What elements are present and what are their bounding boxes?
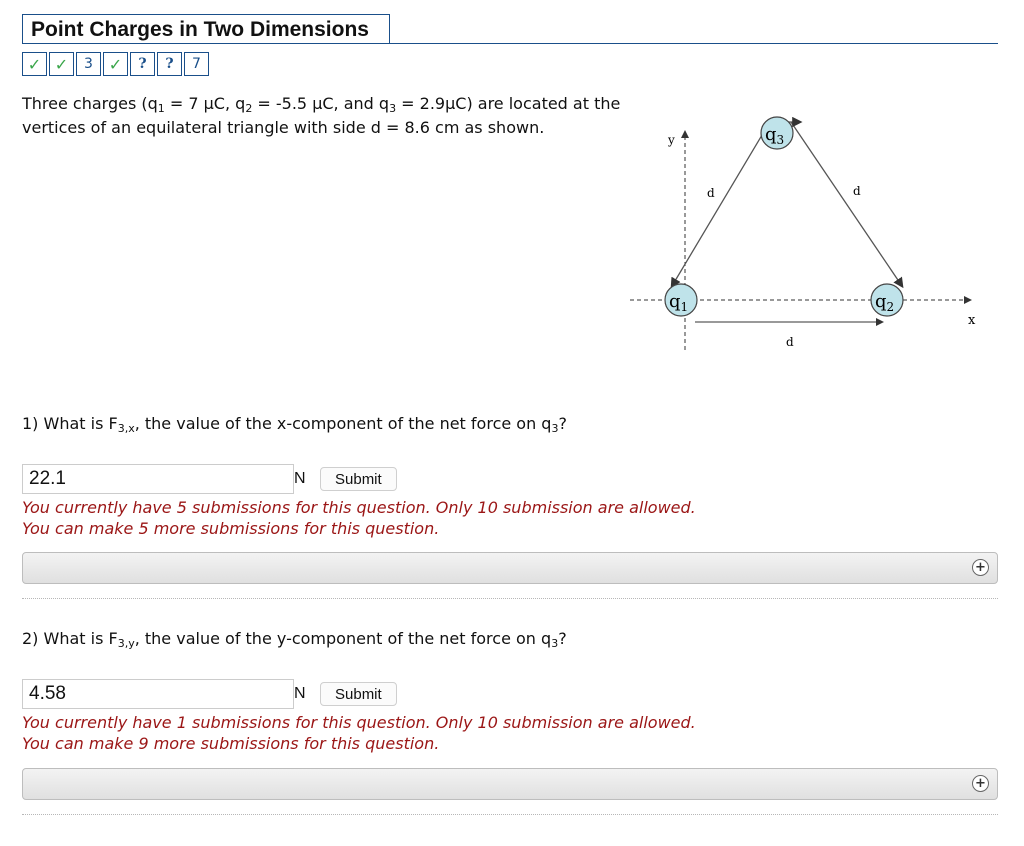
- subscript: 3: [551, 637, 559, 650]
- status-unknown: ?: [130, 52, 155, 76]
- submission-count-text: You currently have 5 submissions for this question. Only 10 submission are allowed.: [22, 498, 696, 517]
- side-q3-q2: [791, 122, 902, 286]
- side-label-left: d: [707, 186, 715, 200]
- charge-q1-label: $q_1$: [669, 291, 689, 314]
- subscript: 3: [551, 422, 559, 435]
- subscript: 1: [157, 102, 165, 115]
- submission-message-1: [22, 497, 696, 539]
- triangle-diagram: [620, 110, 1000, 370]
- question-2: [22, 629, 567, 648]
- submission-status-row: [22, 52, 211, 76]
- side-label-bottom: d: [786, 335, 794, 349]
- plus-circle-icon[interactable]: +: [972, 775, 989, 792]
- text: ?: [558, 414, 567, 433]
- plus-circle-icon[interactable]: +: [972, 559, 989, 576]
- submission-remaining-text: You can make 5 more submissions for this question.: [22, 519, 440, 538]
- answer-row-2: [22, 678, 397, 710]
- unit-label-1: N: [294, 470, 306, 487]
- submission-remaining-text: You can make 9 more submissions for this question.: [22, 734, 440, 753]
- status-count: 7: [184, 52, 209, 76]
- text: ?: [558, 629, 567, 648]
- subscript: 2: [245, 102, 253, 115]
- side-label-right: d: [853, 184, 861, 198]
- submit-button-1[interactable]: Submit: [320, 467, 397, 491]
- title-rule: [22, 43, 998, 44]
- submission-count-text: You currently have 1 submissions for this question. Only 10 submission are allowed.: [22, 713, 696, 732]
- status-check-icon: ✓: [103, 52, 128, 76]
- problem-line-1: [22, 92, 622, 116]
- text: Three charges (q: [22, 94, 158, 113]
- charge-q3-label: $q_3$: [765, 124, 785, 147]
- x-axis-label: x: [968, 313, 976, 328]
- text: = 7 μC, q: [164, 94, 246, 113]
- page-title: Point Charges in Two Dimensions: [31, 18, 369, 41]
- expand-help-bar-2[interactable]: [22, 768, 998, 800]
- subscript: 3,x: [117, 422, 135, 435]
- diagram-svg: [620, 110, 1000, 370]
- side-q3-q1: [672, 130, 765, 286]
- divider: [22, 814, 998, 815]
- subscript: 3: [389, 102, 397, 115]
- problem-statement: [22, 92, 622, 140]
- submit-button-2[interactable]: Submit: [320, 682, 397, 706]
- answer-input-1[interactable]: 22.1: [22, 464, 294, 494]
- text: = -5.5 μC, and q: [252, 94, 390, 113]
- title-box: [22, 14, 390, 43]
- question-1: [22, 414, 567, 433]
- text: , the value of the y-component of the net force on q: [134, 629, 552, 648]
- divider: [22, 598, 998, 599]
- unit-label-2: N: [294, 685, 306, 702]
- answer-input-2[interactable]: 4.58: [22, 679, 294, 709]
- y-axis-label: y: [668, 133, 675, 147]
- answer-row-1: [22, 463, 397, 495]
- problem-line-2: vertices of an equilateral triangle with side d = 8.6 cm as shown.: [22, 118, 545, 137]
- text: , the value of the x-component of the net force on q: [134, 414, 552, 433]
- status-unknown: ?: [157, 52, 182, 76]
- text: = 2.9μC) are located at the: [396, 94, 621, 113]
- text: 2) What is F: [22, 629, 118, 648]
- text: 1) What is F: [22, 414, 118, 433]
- submission-message-2: [22, 712, 696, 754]
- status-check-icon: ✓: [49, 52, 74, 76]
- expand-help-bar-1[interactable]: [22, 552, 998, 584]
- charge-q2-label: $q_2$: [875, 291, 895, 314]
- status-count: 3: [76, 52, 101, 76]
- status-check-icon: ✓: [22, 52, 47, 76]
- subscript: 3,y: [117, 637, 135, 650]
